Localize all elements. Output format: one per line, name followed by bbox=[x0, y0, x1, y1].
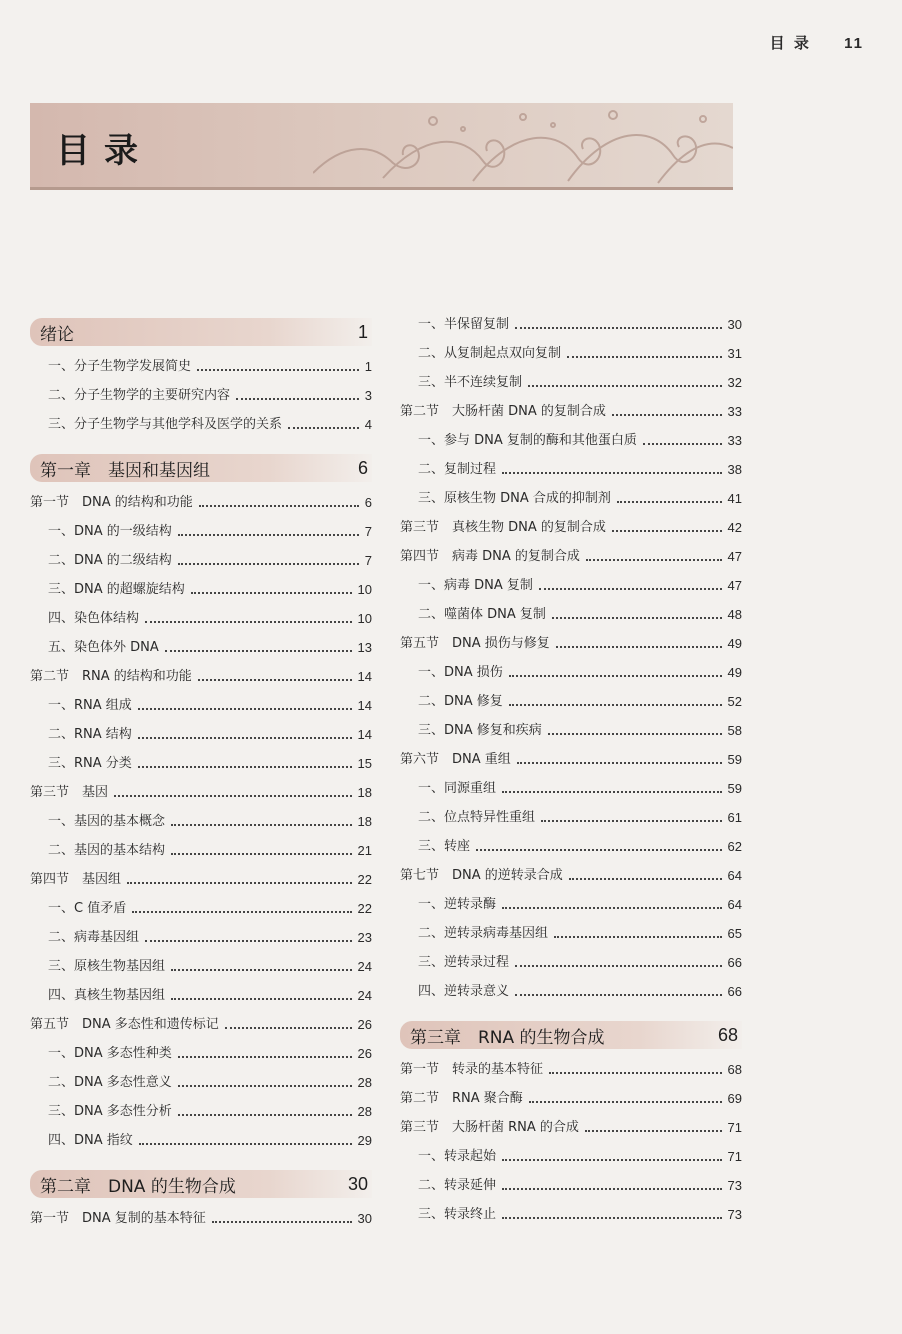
dot-leader bbox=[165, 650, 352, 652]
toc-entry-title: 四、DNA 指纹 bbox=[48, 1133, 133, 1148]
title-banner bbox=[30, 103, 733, 190]
toc-section-entry bbox=[400, 405, 742, 419]
toc-item-entry bbox=[400, 695, 742, 709]
toc-item-entry bbox=[30, 989, 372, 1003]
toc-page-number: 26 bbox=[357, 1046, 372, 1061]
toc-entry-title: 四、逆转录意义 bbox=[418, 984, 510, 999]
dot-leader bbox=[178, 1056, 352, 1058]
toc-page-number: 1 bbox=[357, 321, 368, 342]
toc-entry-title: 二、分子生物学的主要研究内容 bbox=[48, 388, 231, 403]
toc-page-number: 61 bbox=[727, 810, 742, 825]
toc-page-number: 7 bbox=[364, 553, 372, 568]
dot-leader bbox=[171, 998, 352, 1000]
toc-page-number: 73 bbox=[727, 1178, 742, 1193]
toc-page-number: 30 bbox=[357, 1211, 372, 1226]
toc-entry-title: 第二节 RNA 的结构和功能 bbox=[30, 669, 192, 684]
dot-leader bbox=[515, 327, 722, 329]
toc-section-entry bbox=[400, 753, 742, 767]
dot-leader bbox=[191, 592, 352, 594]
toc-section-entry bbox=[30, 1018, 372, 1032]
toc-item-entry bbox=[400, 927, 742, 941]
dot-leader bbox=[197, 369, 359, 371]
toc-entry-title: 第六节 DNA 重组 bbox=[400, 752, 511, 767]
toc-entry-title: 第三章 RNA 的生物合成 bbox=[410, 1027, 605, 1048]
toc-section-entry bbox=[30, 873, 372, 887]
toc-entry-title: 一、病毒 DNA 复制 bbox=[418, 578, 533, 593]
toc-page-number: 47 bbox=[727, 549, 742, 564]
toc-page-number: 6 bbox=[357, 457, 368, 478]
toc-entry-title: 第一章 基因和基因组 bbox=[40, 460, 210, 481]
dot-leader bbox=[212, 1221, 352, 1223]
dot-leader bbox=[198, 679, 352, 681]
toc-entry-title: 一、逆转录酶 bbox=[418, 897, 497, 912]
toc-entry-title: 一、DNA 损伤 bbox=[418, 665, 503, 680]
toc-item-entry bbox=[30, 554, 372, 568]
toc-page-number: 1 bbox=[364, 359, 372, 374]
toc-entry-title: 一、参与 DNA 复制的酶和其他蛋白质 bbox=[418, 433, 637, 448]
toc-item-entry bbox=[400, 811, 742, 825]
toc-page-number: 30 bbox=[347, 1173, 368, 1194]
toc-chapter-heading bbox=[400, 1021, 742, 1049]
toc-item-entry bbox=[30, 931, 372, 945]
dot-leader bbox=[139, 1143, 352, 1145]
toc-section-entry bbox=[30, 1212, 372, 1226]
toc-entry-title: 二、DNA 修复 bbox=[418, 694, 503, 709]
toc-page-number: 14 bbox=[357, 727, 372, 742]
dot-leader bbox=[138, 766, 352, 768]
toc-entry-title: 二、转录延伸 bbox=[418, 1178, 497, 1193]
dot-leader bbox=[145, 940, 352, 942]
toc-entry-title: 二、病毒基因组 bbox=[48, 930, 140, 945]
toc-section-entry bbox=[400, 1092, 742, 1106]
toc-entry-title: 第二章 DNA 的生物合成 bbox=[40, 1176, 236, 1197]
toc-item-entry bbox=[400, 1208, 742, 1222]
toc-page-number: 47 bbox=[727, 578, 742, 593]
dot-leader bbox=[502, 907, 722, 909]
toc-entry-title: 第一节 DNA 复制的基本特征 bbox=[30, 1211, 206, 1226]
dot-leader bbox=[509, 704, 722, 706]
toc-entry-title: 第三节 真核生物 DNA 的复制合成 bbox=[400, 520, 606, 535]
toc-item-entry bbox=[400, 492, 742, 506]
toc-page-number: 38 bbox=[727, 462, 742, 477]
toc-page-number: 32 bbox=[727, 375, 742, 390]
dot-leader bbox=[612, 414, 722, 416]
toc-entry-title: 第一节 转录的基本特征 bbox=[400, 1062, 544, 1077]
toc-page-number: 23 bbox=[357, 930, 372, 945]
toc-page-number: 49 bbox=[727, 636, 742, 651]
toc-entry-title: 第三节 大肠杆菌 RNA 的合成 bbox=[400, 1120, 579, 1135]
dot-leader bbox=[549, 1072, 722, 1074]
toc-item-entry bbox=[30, 815, 372, 829]
dot-leader bbox=[517, 762, 722, 764]
toc-section-entry bbox=[30, 496, 372, 510]
running-head bbox=[770, 32, 864, 53]
toc-item-entry bbox=[30, 1134, 372, 1148]
toc-entry-title: 二、位点特异性重组 bbox=[418, 810, 536, 825]
toc-item-entry bbox=[30, 1076, 372, 1090]
dot-leader bbox=[178, 1085, 352, 1087]
toc-right-column bbox=[400, 318, 742, 1222]
toc-entry-title: 二、DNA 的二级结构 bbox=[48, 553, 172, 568]
toc-item-entry bbox=[400, 724, 742, 738]
toc-item-entry bbox=[30, 728, 372, 742]
toc-item-entry bbox=[30, 757, 372, 771]
toc-page-number: 58 bbox=[727, 723, 742, 738]
toc-page-number: 69 bbox=[727, 1091, 742, 1106]
dot-leader bbox=[199, 505, 359, 507]
toc-item-entry bbox=[30, 1047, 372, 1061]
toc-page-number: 14 bbox=[357, 698, 372, 713]
toc-item-entry bbox=[400, 347, 742, 361]
toc-section-entry bbox=[30, 670, 372, 684]
toc-entry-title: 绪论 bbox=[40, 324, 74, 345]
toc-section-entry bbox=[400, 1063, 742, 1077]
toc-entry-title: 三、原核生物 DNA 合成的抑制剂 bbox=[418, 491, 611, 506]
toc-entry-title: 一、分子生物学发展简史 bbox=[48, 359, 192, 374]
toc-item-entry bbox=[400, 840, 742, 854]
toc-page-number: 14 bbox=[357, 669, 372, 684]
page-number: 11 bbox=[844, 35, 864, 52]
toc-page-number: 48 bbox=[727, 607, 742, 622]
dot-leader bbox=[127, 882, 352, 884]
toc-item-entry bbox=[30, 1105, 372, 1119]
dot-leader bbox=[515, 994, 722, 996]
dot-leader bbox=[145, 621, 352, 623]
toc-entry-title: 一、基因的基本概念 bbox=[48, 814, 166, 829]
dot-leader bbox=[539, 588, 722, 590]
toc-entry-title: 一、C 值矛盾 bbox=[48, 901, 127, 916]
dot-leader bbox=[502, 1159, 722, 1161]
toc-entry-title: 第一节 DNA 的结构和功能 bbox=[30, 495, 193, 510]
toc-chapter-heading bbox=[30, 318, 372, 346]
dot-leader bbox=[178, 534, 359, 536]
toc-page-number: 7 bbox=[364, 524, 372, 539]
toc-page-number: 68 bbox=[717, 1024, 738, 1045]
toc-entry-title: 第七节 DNA 的逆转录合成 bbox=[400, 868, 563, 883]
toc-page-number: 15 bbox=[357, 756, 372, 771]
toc-section-entry bbox=[400, 869, 742, 883]
toc-item-entry bbox=[400, 376, 742, 390]
dot-leader bbox=[586, 559, 722, 561]
toc-page-number: 28 bbox=[357, 1075, 372, 1090]
toc-item-entry bbox=[30, 960, 372, 974]
toc-entry-title: 第三节 基因 bbox=[30, 785, 109, 800]
toc-entry-title: 第四节 病毒 DNA 的复制合成 bbox=[400, 549, 580, 564]
toc-page-number: 62 bbox=[727, 839, 742, 854]
toc-entry-title: 三、原核生物基因组 bbox=[48, 959, 166, 974]
toc-page-number: 59 bbox=[727, 781, 742, 796]
toc-page-number: 26 bbox=[357, 1017, 372, 1032]
dot-leader bbox=[643, 443, 722, 445]
toc-page-number: 29 bbox=[357, 1133, 372, 1148]
toc-page-number: 42 bbox=[727, 520, 742, 535]
toc-page-number: 21 bbox=[357, 843, 372, 858]
dot-leader bbox=[236, 398, 359, 400]
toc-entry-title: 五、染色体外 DNA bbox=[48, 640, 159, 655]
toc-item-entry bbox=[30, 389, 372, 403]
dot-leader bbox=[476, 849, 722, 851]
toc-page-number: 18 bbox=[357, 785, 372, 800]
dot-leader bbox=[502, 791, 722, 793]
toc-entry-title: 第五节 DNA 损伤与修复 bbox=[400, 636, 550, 651]
toc-page-number: 10 bbox=[357, 582, 372, 597]
dot-leader bbox=[617, 501, 722, 503]
dot-leader bbox=[171, 824, 352, 826]
dot-leader bbox=[528, 385, 722, 387]
toc-left-column bbox=[30, 318, 372, 1226]
toc-item-entry bbox=[400, 666, 742, 680]
toc-entry-title: 第五节 DNA 多态性和遗传标记 bbox=[30, 1017, 219, 1032]
toc-entry-title: 二、基因的基本结构 bbox=[48, 843, 166, 858]
dot-leader bbox=[515, 965, 722, 967]
toc-page-number: 52 bbox=[727, 694, 742, 709]
toc-entry-title: 第二节 RNA 聚合酶 bbox=[400, 1091, 523, 1106]
toc-page-number: 6 bbox=[364, 495, 372, 510]
toc-page-number: 24 bbox=[357, 959, 372, 974]
toc-page-number: 59 bbox=[727, 752, 742, 767]
toc-page-number: 64 bbox=[727, 868, 742, 883]
toc-entry-title: 一、同源重组 bbox=[418, 781, 497, 796]
toc-page-number: 31 bbox=[727, 346, 742, 361]
toc-item-entry bbox=[400, 318, 742, 332]
toc-entry-title: 一、DNA 的一级结构 bbox=[48, 524, 172, 539]
toc-entry-title: 二、噬菌体 DNA 复制 bbox=[418, 607, 546, 622]
toc-entry-title: 二、复制过程 bbox=[418, 462, 497, 477]
toc-page-number: 4 bbox=[364, 417, 372, 432]
toc-page-number: 71 bbox=[727, 1149, 742, 1164]
toc-item-entry bbox=[400, 1179, 742, 1193]
toc-page-number: 66 bbox=[727, 955, 742, 970]
dot-leader bbox=[556, 646, 722, 648]
toc-entry-title: 三、DNA 修复和疾病 bbox=[418, 723, 542, 738]
toc-section-entry bbox=[30, 786, 372, 800]
toc-entry-title: 三、转座 bbox=[418, 839, 471, 854]
toc-item-entry bbox=[30, 641, 372, 655]
toc-item-entry bbox=[400, 608, 742, 622]
toc-page-number: 10 bbox=[357, 611, 372, 626]
toc-entry-title: 二、从复制起点双向复制 bbox=[418, 346, 562, 361]
toc-item-entry bbox=[400, 782, 742, 796]
toc-chapter-heading bbox=[30, 1170, 372, 1198]
toc-entry-title: 三、DNA 多态性分析 bbox=[48, 1104, 172, 1119]
dot-leader bbox=[554, 936, 722, 938]
toc-page-number: 71 bbox=[727, 1120, 742, 1135]
toc-page-number: 3 bbox=[364, 388, 372, 403]
toc-section-entry bbox=[400, 1121, 742, 1135]
toc-entry-title: 第四节 基因组 bbox=[30, 872, 122, 887]
toc-page-number: 22 bbox=[357, 872, 372, 887]
toc-section-entry bbox=[400, 521, 742, 535]
toc-item-entry bbox=[400, 463, 742, 477]
dot-leader bbox=[138, 708, 352, 710]
toc-page-number: 64 bbox=[727, 897, 742, 912]
toc-item-entry bbox=[30, 418, 372, 432]
dot-leader bbox=[225, 1027, 352, 1029]
page-title: 目录 bbox=[56, 131, 152, 171]
running-head-title: 目 录 bbox=[769, 34, 811, 52]
toc-section-entry bbox=[400, 637, 742, 651]
toc-chapter-heading bbox=[30, 454, 372, 482]
toc-entry-title: 一、半保留复制 bbox=[418, 317, 510, 332]
toc-page-number: 33 bbox=[727, 404, 742, 419]
toc-section-entry bbox=[400, 550, 742, 564]
toc-item-entry bbox=[30, 844, 372, 858]
toc-page-number: 28 bbox=[357, 1104, 372, 1119]
toc-page-number: 41 bbox=[727, 491, 742, 506]
dot-leader bbox=[288, 427, 359, 429]
toc-item-entry bbox=[30, 360, 372, 374]
dot-leader bbox=[569, 878, 722, 880]
toc-page-number: 13 bbox=[357, 640, 372, 655]
toc-page-number: 18 bbox=[357, 814, 372, 829]
toc-entry-title: 一、RNA 组成 bbox=[48, 698, 132, 713]
toc-entry-title: 三、逆转录过程 bbox=[418, 955, 510, 970]
dot-leader bbox=[502, 472, 722, 474]
dot-leader bbox=[502, 1188, 722, 1190]
toc-page-number: 68 bbox=[727, 1062, 742, 1077]
dot-leader bbox=[585, 1130, 722, 1132]
toc-entry-title: 一、转录起始 bbox=[418, 1149, 497, 1164]
dot-leader bbox=[171, 969, 352, 971]
toc-item-entry bbox=[400, 579, 742, 593]
dot-leader bbox=[502, 1217, 722, 1219]
toc-page-number: 24 bbox=[357, 988, 372, 1003]
toc-item-entry bbox=[400, 1150, 742, 1164]
dot-leader bbox=[541, 820, 722, 822]
toc-entry-title: 三、转录终止 bbox=[418, 1207, 497, 1222]
dot-leader bbox=[132, 911, 351, 913]
toc-entry-title: 三、半不连续复制 bbox=[418, 375, 523, 390]
toc-item-entry bbox=[400, 434, 742, 448]
dot-leader bbox=[529, 1101, 722, 1103]
wave-pattern-icon bbox=[313, 103, 733, 187]
dot-leader bbox=[178, 563, 359, 565]
toc-page-number: 65 bbox=[727, 926, 742, 941]
toc-entry-title: 三、DNA 的超螺旋结构 bbox=[48, 582, 185, 597]
toc-item-entry bbox=[30, 699, 372, 713]
dot-leader bbox=[138, 737, 352, 739]
toc-entry-title: 二、逆转录病毒基因组 bbox=[418, 926, 549, 941]
toc-entry-title: 二、RNA 结构 bbox=[48, 727, 132, 742]
toc-page-number: 30 bbox=[727, 317, 742, 332]
toc-page-number: 66 bbox=[727, 984, 742, 999]
toc-page-number: 49 bbox=[727, 665, 742, 680]
dot-leader bbox=[612, 530, 722, 532]
dot-leader bbox=[114, 795, 352, 797]
toc-page-number: 33 bbox=[727, 433, 742, 448]
dot-leader bbox=[171, 853, 352, 855]
toc-entry-title: 一、DNA 多态性种类 bbox=[48, 1046, 172, 1061]
dot-leader bbox=[548, 733, 722, 735]
toc-item-entry bbox=[30, 902, 372, 916]
toc-item-entry bbox=[400, 956, 742, 970]
toc-item-entry bbox=[30, 525, 372, 539]
toc-item-entry bbox=[30, 583, 372, 597]
toc-page-number: 73 bbox=[727, 1207, 742, 1222]
toc-item-entry bbox=[30, 612, 372, 626]
toc-item-entry bbox=[400, 985, 742, 999]
dot-leader bbox=[567, 356, 722, 358]
toc-entry-title: 二、DNA 多态性意义 bbox=[48, 1075, 172, 1090]
toc-entry-title: 四、染色体结构 bbox=[48, 611, 140, 626]
toc-page-number: 22 bbox=[357, 901, 372, 916]
dot-leader bbox=[178, 1114, 352, 1116]
toc-entry-title: 第二节 大肠杆菌 DNA 的复制合成 bbox=[400, 404, 606, 419]
toc-entry-title: 三、RNA 分类 bbox=[48, 756, 132, 771]
dot-leader bbox=[552, 617, 722, 619]
toc-entry-title: 三、分子生物学与其他学科及医学的关系 bbox=[48, 417, 283, 432]
toc-entry-title: 四、真核生物基因组 bbox=[48, 988, 166, 1003]
dot-leader bbox=[509, 675, 722, 677]
toc-item-entry bbox=[400, 898, 742, 912]
